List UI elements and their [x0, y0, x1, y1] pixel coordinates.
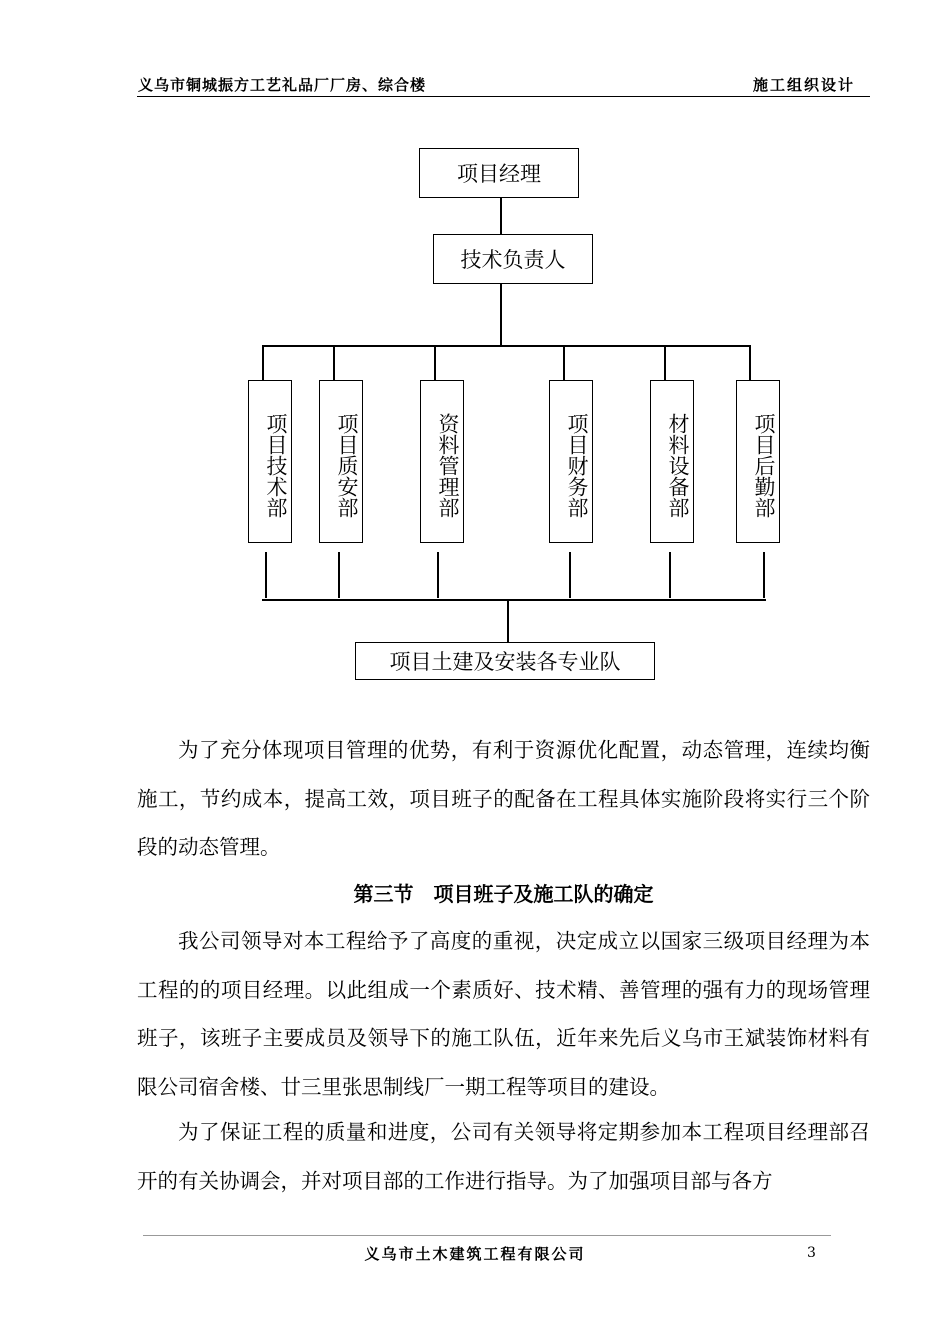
- header-project-title: 义乌市铜城振方工艺礼品厂厂房、综合楼: [138, 76, 427, 94]
- connector-line: [338, 552, 340, 598]
- body-paragraph-1: 为了充分体现项目管理的优势，有利于资源优化配置，动态管理，连续均衡施工，节约成本，提高工效，项目班子的配备在工程具体实施阶段将实行三个阶段的动态管理。: [137, 738, 870, 859]
- connector-line: [262, 345, 264, 380]
- section-title: 第三节 项目班子及施工队的确定: [353, 882, 654, 906]
- footer-company: 义乌市土木建筑工程有限公司: [364, 1245, 586, 1263]
- footer-divider: [143, 1235, 831, 1236]
- connector-line: [262, 599, 766, 601]
- org-box-technical-lead: 技术负责人: [433, 234, 593, 284]
- connector-line: [669, 552, 671, 598]
- connector-line: [434, 345, 436, 380]
- org-box-specialty-teams: 项目土建及安装各专业队: [355, 642, 655, 680]
- connector-line: [500, 198, 502, 234]
- header-divider: [137, 96, 870, 97]
- connector-line: [437, 552, 439, 598]
- header-doc-type: 施工组织设计: [752, 76, 855, 94]
- connector-line: [569, 552, 571, 598]
- connector-line: [500, 284, 502, 346]
- connector-line: [563, 345, 565, 380]
- connector-line: [763, 552, 765, 598]
- org-box-department: 材料设备部: [650, 380, 694, 543]
- org-box-department: 项目后勤部: [736, 380, 780, 543]
- org-box-project-manager: 项目经理: [419, 148, 579, 198]
- body-paragraph-2: 我公司领导对本工程给予了高度的重视，决定成立以国家三级项目经理为本工程的的项目经理。以此组成一个素质好、技术精、善管理的强有力的现场管理班子，该班子主要成员及领导下的施工队伍，近年来先后义乌市王斌装饰材料有限公司宿舍楼、廿三里张思制线厂一期工程等项目的建设。: [137, 929, 870, 1099]
- page-number: 3: [807, 1245, 816, 1261]
- connector-line: [507, 600, 509, 642]
- connector-line: [265, 552, 267, 598]
- body-paragraph-3: 为了保证工程的质量和进度，公司有关领导将定期参加本工程项目经理部召开的有关协调会，并对项目部的工作进行指导。为了加强项目部与各方: [137, 1120, 870, 1193]
- connector-line: [664, 345, 666, 380]
- connector-line: [262, 345, 750, 347]
- org-box-department: 项目技术部: [248, 380, 292, 543]
- org-box-department: 项目质安部: [319, 380, 363, 543]
- connector-line: [749, 345, 751, 380]
- connector-line: [333, 345, 335, 380]
- org-box-department: 资料管理部: [420, 380, 464, 543]
- org-box-department: 项目财务部: [549, 380, 593, 543]
